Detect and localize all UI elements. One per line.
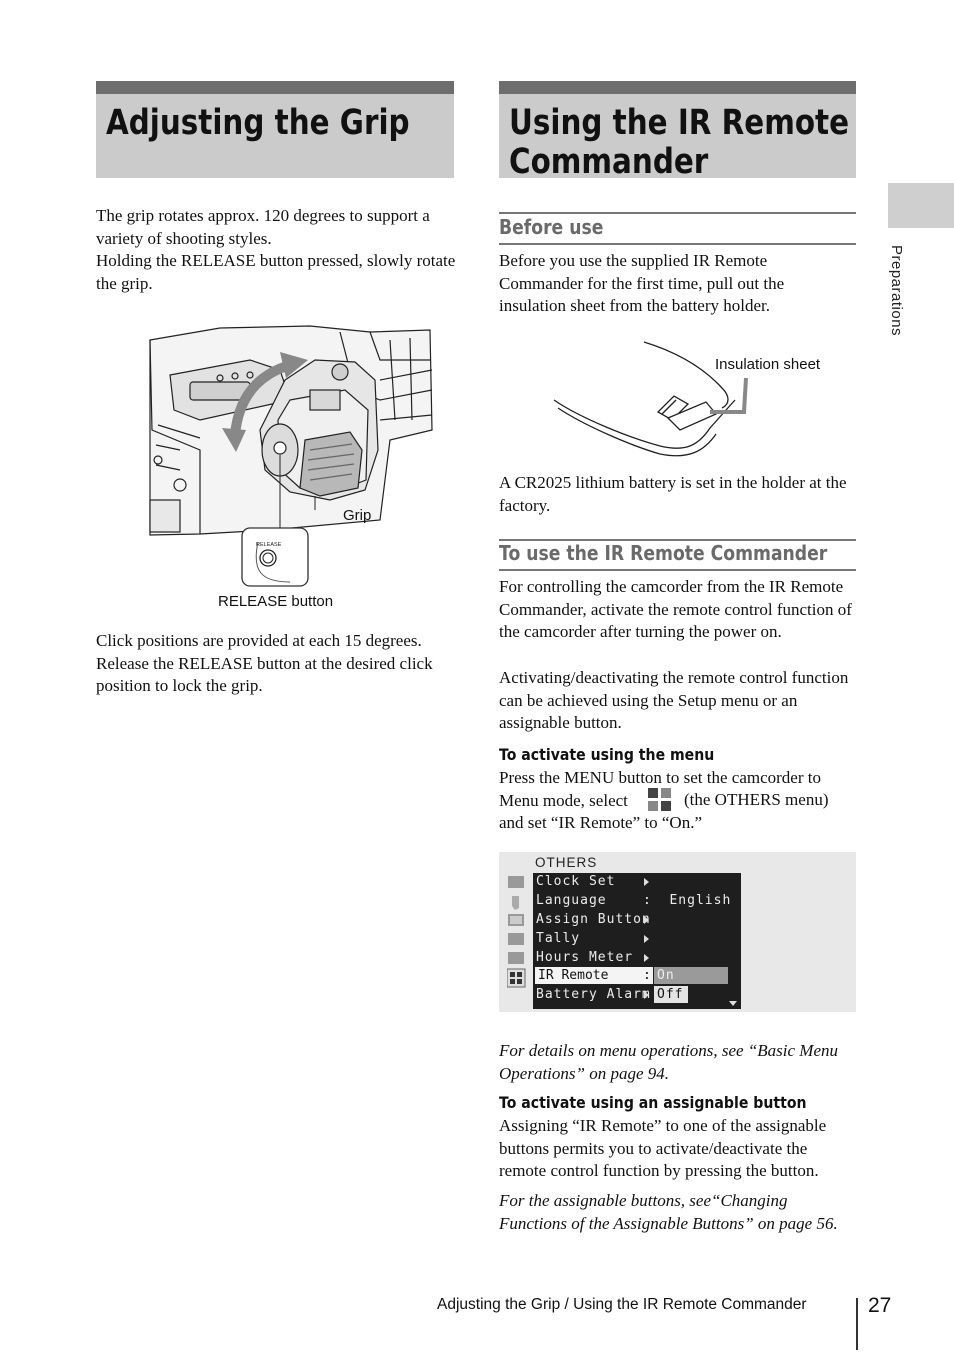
menu-item-assign-button[interactable]: Assign Button	[536, 912, 651, 927]
menu-item-ir-remote-separator: :	[643, 968, 652, 983]
menu-item-battery-alarm[interactable]: Battery Alarm	[536, 987, 651, 1002]
activate-menu-heading: To activate using the menu	[499, 745, 715, 764]
right-title-banner	[499, 81, 856, 182]
battery-paragraph: A CR2025 lithium battery is set in the holder at the factory.	[499, 473, 847, 515]
before-use-paragraph: Before you use the supplied IR Remote Commander for the first time, pull out the insulation sheet from the battery holder.	[499, 251, 785, 316]
grip-intro-paragraph-2: Holding the RELEASE button pressed, slowly rotate the grip.	[96, 251, 456, 293]
grip-intro-paragraph-1: The grip rotates approx. 120 degrees to support a variety of shooting styles.	[96, 206, 430, 248]
activate-menu-text-b: (the OTHERS menu)	[684, 790, 829, 809]
submenu-arrow-icon	[644, 916, 649, 924]
activate-button-heading: To activate using an assignable button	[499, 1093, 807, 1112]
release-tiny-label: RELEASE	[256, 542, 282, 548]
section-side-tab	[888, 183, 954, 228]
to-use-paragraph-1: For controlling the camcorder from the IR Remote Commander, activate the remote control function of the camcorder after turning the power on.	[499, 577, 852, 642]
section-side-label: Preparations	[888, 245, 905, 337]
insulation-sheet-label: Insulation sheet	[715, 356, 821, 373]
submenu-arrow-icon	[644, 954, 649, 962]
to-use-rule-bottom	[499, 569, 856, 571]
right-page-title-line1: Using the IR Remote	[509, 103, 850, 143]
before-use-rule-bottom	[499, 243, 856, 245]
footer-divider	[856, 1298, 858, 1350]
before-use-heading: Before use	[499, 215, 604, 239]
submenu-arrow-icon	[644, 991, 649, 999]
page-number: 27	[868, 1294, 892, 1317]
grip-rotation-illustration	[140, 320, 440, 620]
grip-label: Grip	[343, 507, 372, 524]
menu-category-icons	[507, 874, 527, 988]
others-menu-screen	[499, 852, 856, 1012]
menu-item-clock-set[interactable]: Clock Set	[536, 874, 616, 889]
to-use-paragraph-2: Activating/deactivating the remote control function can be achieved using the Setup menu or an assignable button.	[499, 668, 849, 733]
menu-item-hours-meter[interactable]: Hours Meter	[536, 950, 634, 965]
left-title-banner	[96, 81, 454, 178]
before-use-rule-top	[499, 212, 856, 214]
option-on[interactable]: On	[657, 968, 675, 983]
activate-menu-text-a: Press the MENU button to set the camcorder to Menu mode, select	[499, 768, 821, 810]
to-use-heading: To use the IR Remote Commander	[499, 541, 828, 565]
menu-header: OTHERS	[535, 855, 598, 870]
menu-item-ir-remote[interactable]: IR Remote	[538, 968, 609, 983]
left-page-title: Adjusting the Grip	[106, 103, 410, 143]
activate-menu-text-c: and set “IR Remote” to “On.”	[499, 813, 702, 832]
submenu-arrow-icon	[644, 878, 649, 886]
menu-item-tally[interactable]: Tally	[536, 931, 581, 946]
menu-list	[533, 873, 741, 1009]
right-page-title-line2: Commander	[509, 142, 709, 182]
menu-operations-note: For details on menu operations, see “Basic Menu Operations” on page 94.	[499, 1041, 839, 1083]
others-menu-icon	[647, 787, 673, 813]
grip-outro-paragraph: Click positions are provided at each 15 degrees. Release the RELEASE button at the desired click position to lock the grip.	[96, 631, 433, 696]
activate-button-paragraph: Assigning “IR Remote” to one of the assignable buttons permits you to activate/deactivate the remote control function by pressing the button.	[499, 1116, 827, 1181]
submenu-arrow-icon	[644, 935, 649, 943]
menu-item-language[interactable]: Language	[536, 893, 607, 908]
assignable-buttons-note: For the assignable buttons, see“Changing Functions of the Assignable Buttons” on page 56.	[499, 1191, 838, 1233]
scroll-down-icon	[729, 1001, 737, 1006]
option-off[interactable]: Off	[657, 987, 684, 1002]
release-button-label: RELEASE button	[218, 593, 334, 610]
menu-item-language-value: : English	[643, 893, 732, 908]
footer-running-title: Adjusting the Grip / Using the IR Remote Commander	[437, 1296, 807, 1313]
